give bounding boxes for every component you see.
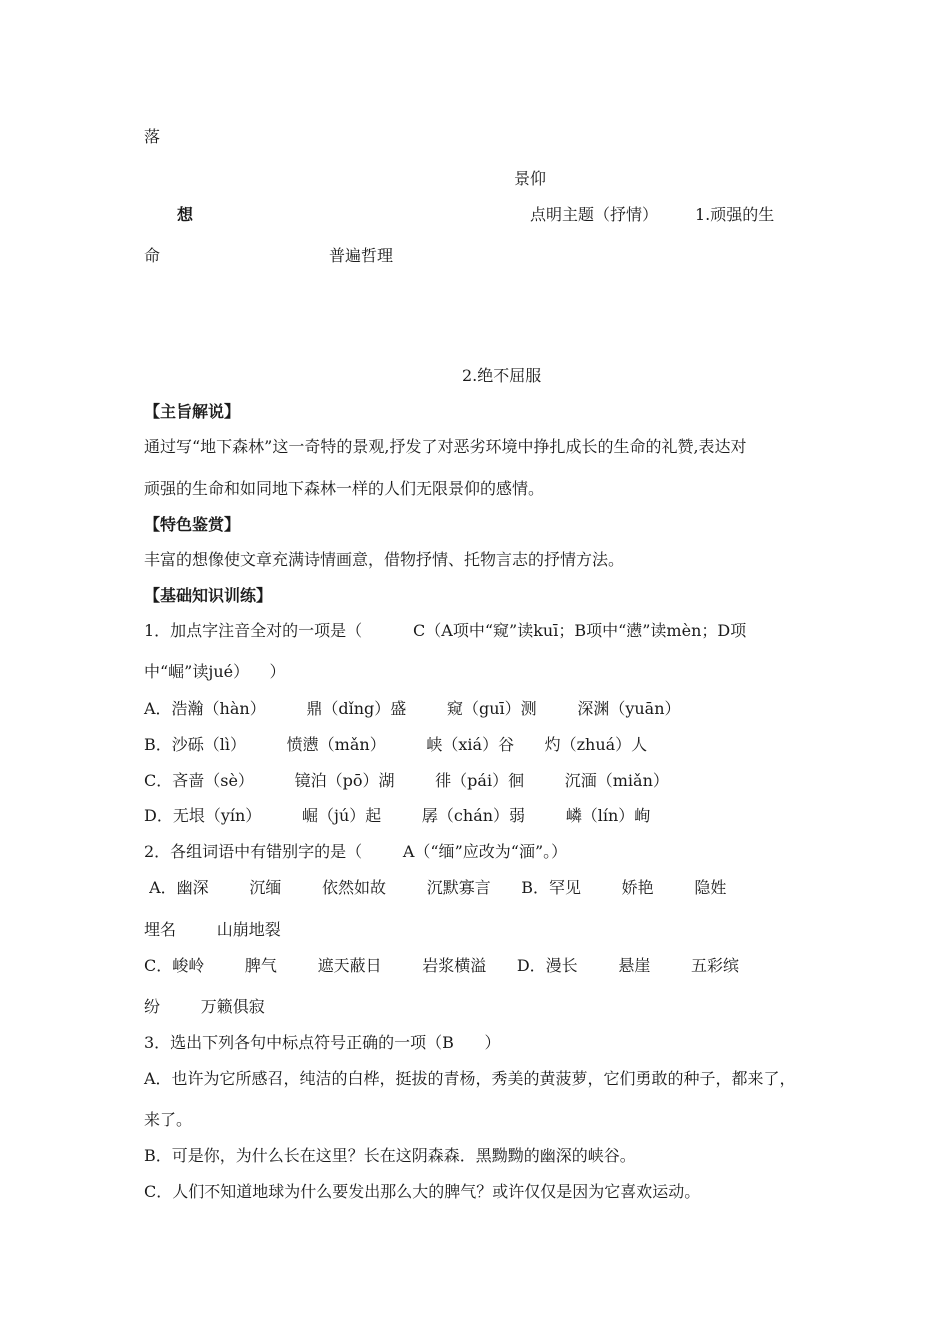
q1-option-a: A．浩瀚（hàn） 鼎（dǐng）盛 窥（guī）测 深渊（yuān） [144,699,681,718]
q3-option-c: C．人们不知道地球为什么要发出那么大的脾气？或许仅仅是因为它喜欢运动。 [144,1182,701,1201]
q3-stem: 3．选出下列各句中标点符号正确的一项（B ） [144,1033,501,1052]
outline-point2: 2.绝不屈服 [462,366,542,385]
jichu-heading: 【基础知识训练】 [144,586,273,605]
q1-stem-line1: 1．加点字注音全对的一项是（ C（A项中“窥”读kuī；B项中“懑”读mèn；D项 [144,621,747,640]
outline-xiang: 想 [177,205,194,224]
outline-luo: 落 [144,127,161,146]
tese-text: 丰富的想像使文章充满诗情画意，借物抒情、托物言志的抒情方法。 [144,550,625,569]
q2-line1: A．幽深 沉缅 依然如故 沉默寡言 B．罕见 娇艳 隐姓 [144,878,727,897]
outline-philosophy: 普遍哲理 [329,246,394,265]
outline-point1: 1.顽强的生 [695,205,775,224]
q1-option-b: B．沙砾（lì） 愤懑（mǎn） 峡（xiá）谷 灼（zhuá）人 [144,735,648,754]
zhuzhi-line1: 通过写“地下森林”这一奇特的景观,抒发了对恶劣环境中挣扎成长的生命的礼赞,表达对 [144,437,747,456]
q3-option-a-line1: A．也许为它所感召，纯洁的白桦，挺拔的青杨，秀美的黄菠萝，它们勇敢的种子，都来了， [144,1069,796,1088]
q2-stem: 2．各组词语中有错别字的是（ A（“缅”应改为“湎”。） [144,842,568,861]
q2-line4: 纷 万籁俱寂 [144,997,265,1016]
q3-option-b: B．可是你，为什么长在这里？长在这阴森森．黑黝黝的幽深的峡谷。 [144,1146,636,1165]
tese-heading: 【特色鉴赏】 [144,515,241,534]
zhuzhi-line2: 顽强的生命和如同地下森林一样的人们无限景仰的感情。 [144,479,545,498]
outline-jingyang: 景仰 [514,169,547,188]
q2-line3: C．峻岭 脾气 遮天蔽日 岩浆横溢 D．漫长 悬崖 五彩缤 [144,956,740,975]
q2-line2: 埋名 山崩地裂 [144,920,281,939]
outline-theme: 点明主题（抒情） [530,205,659,224]
q1-option-d: D．无垠（yín） 崛（jú）起 孱（chán）弱 嶙（lín）峋 [144,806,651,825]
q1-option-c: C．吝啬（sè） 镜泊（pō）湖 徘（pái）徊 沉湎（miǎn） [144,771,669,790]
zhuzhi-heading: 【主旨解说】 [144,402,241,421]
q1-stem-line2: 中“崛”读jué） ） [144,662,286,681]
outline-ming: 命 [144,246,161,265]
q3-option-a-line2: 来了。 [144,1110,193,1129]
